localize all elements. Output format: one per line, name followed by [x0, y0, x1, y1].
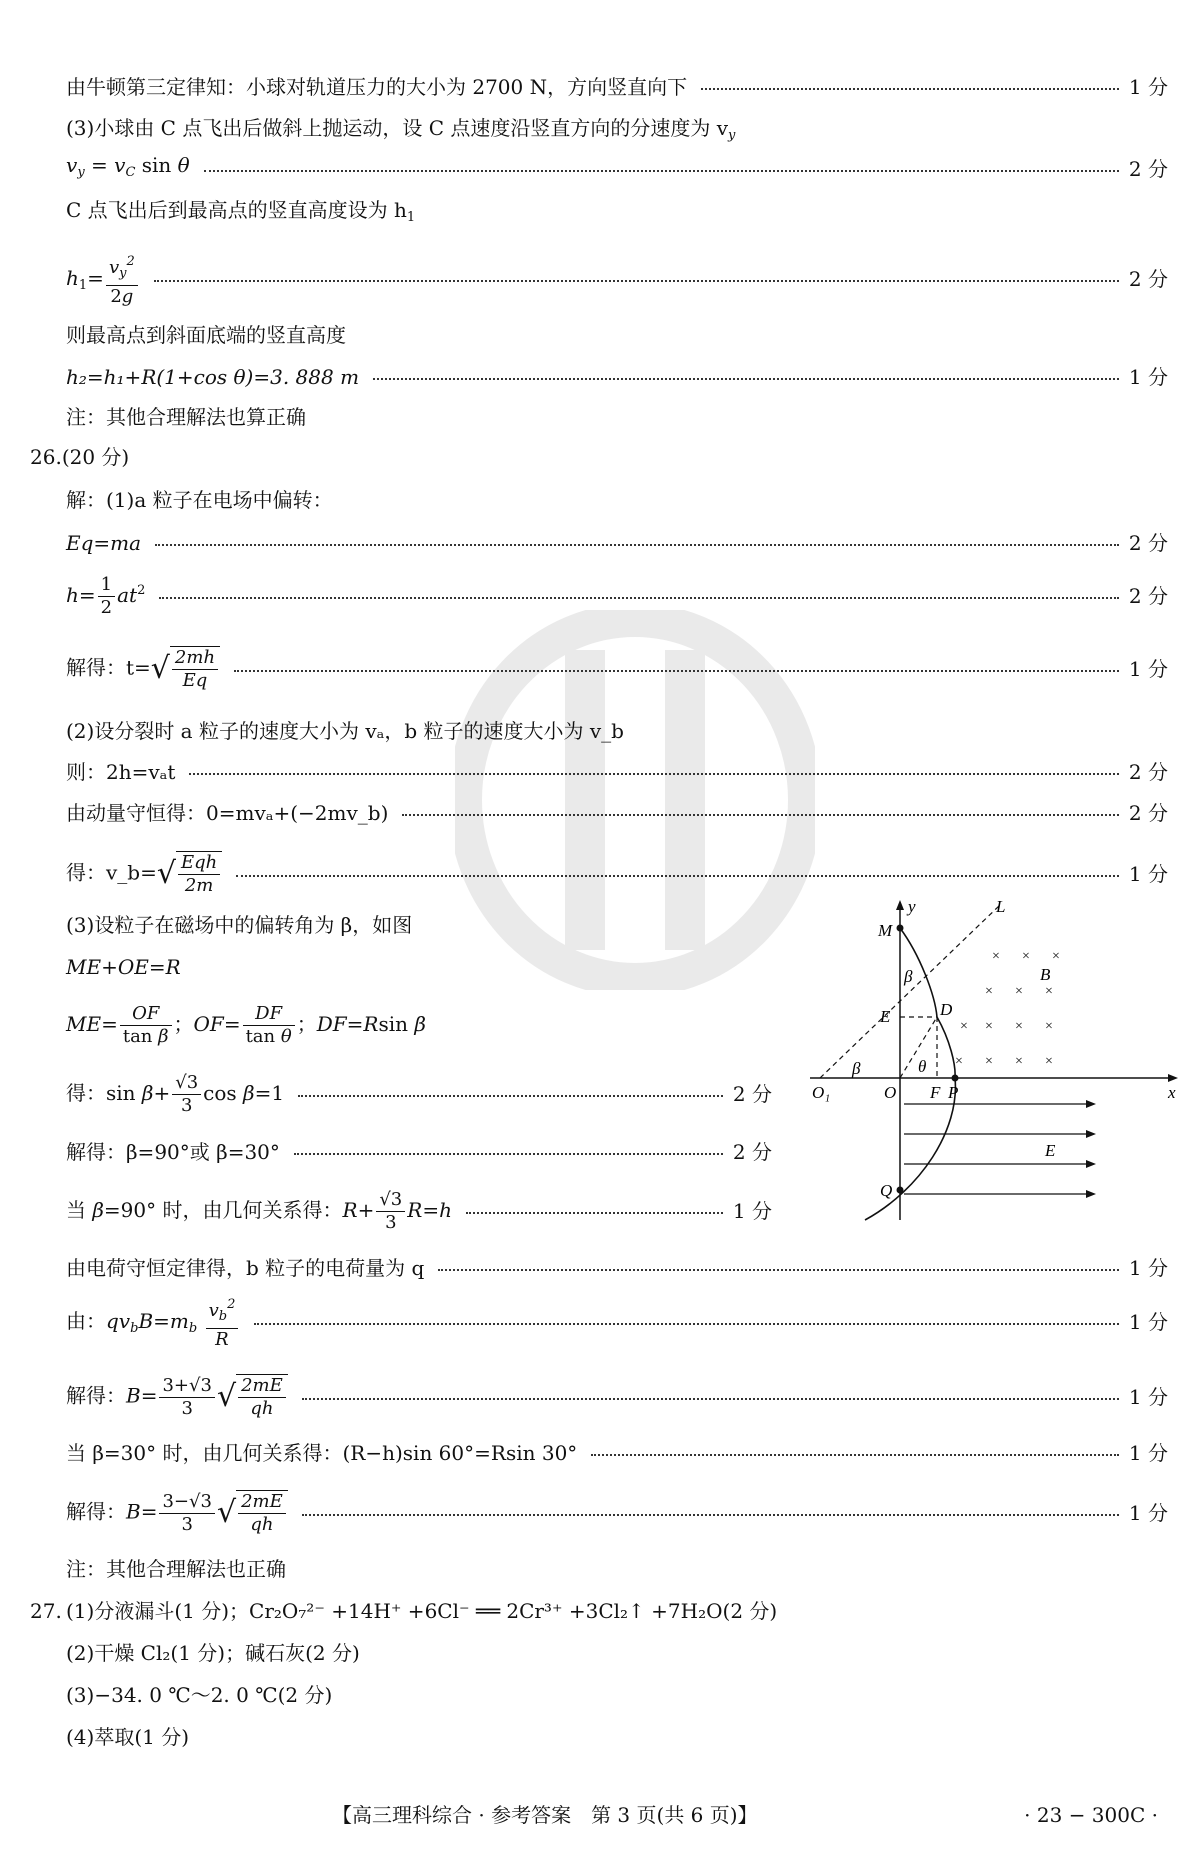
figure-label: β	[852, 1059, 861, 1078]
formula-row: 解得：t=√ $\frac{2mh}{Eq}$ 1 分	[66, 647, 1168, 691]
svg-text:×: ×	[985, 984, 993, 999]
formula-row: h₂=h₁+R(1+cos θ)=3. 888 m 1 分	[66, 365, 1168, 389]
answer-line: (3)−34. 0 ℃～2. 0 ℃(2 分)	[66, 1683, 333, 1707]
answer-line: 解：(1)a 粒子在电场中偏转：	[66, 488, 333, 512]
figure-label: O₁	[812, 1083, 831, 1102]
figure-label: θ	[918, 1057, 927, 1076]
answer-line: (4)萃取(1 分)	[66, 1725, 190, 1749]
figure-label: M	[878, 921, 893, 940]
formula-row: 由：$qv_bB=m_b$ $\frac{v_b^2}{R}$ 1 分	[66, 1305, 1168, 1339]
answer-line: (3)设粒子在磁场中的偏转角为 β，如图	[66, 913, 413, 937]
answer-line: (3)小球由 C 点飞出后做斜上抛运动，设 C 点速度沿竖直方向的分速度为 $v_y$	[66, 116, 736, 143]
formula-row: 解得：B= $\frac{3+√3}{3}$ √ $\frac{2mE}{qh}$ 1 分	[66, 1374, 1168, 1419]
svg-text:×: ×	[960, 1019, 968, 1034]
formula-row: 得：sin β+ $\frac{√3}{3}$ cos β=1 2 分	[66, 1071, 772, 1116]
formula-row: $h_1=$ $\frac{v_y^2}{2g}$ 2 分	[66, 262, 1168, 296]
page-footer	[0, 1798, 1200, 1832]
formula-row: 则：2h=vₐt 2 分	[66, 760, 1168, 784]
svg-text:×: ×	[985, 1019, 993, 1034]
question-number: 27.	[30, 1599, 62, 1623]
svg-text:×: ×	[1022, 949, 1030, 964]
figure-label: E	[1045, 1141, 1056, 1160]
answer-line: (1)分液漏斗(1 分)；Cr₂O₇²⁻ +14H⁺ +6Cl⁻ ══ 2Cr³⁺ +3Cl₂↑ +7H₂O(2 分)	[66, 1599, 778, 1623]
svg-text:×: ×	[955, 1054, 963, 1069]
answer-line: (2)设分裂时 a 粒子的速度大小为 vₐ，b 粒子的速度大小为 v_b	[66, 719, 624, 743]
figure-label: B	[1040, 965, 1051, 984]
formula-row: 当 β=90° 时，由几何关系得：R+ $\frac{√3}{3}$ R=h 1 分	[66, 1188, 772, 1233]
svg-text:×: ×	[1045, 1019, 1053, 1034]
formula: ME= $\frac{OF}{\text{tan β}}$ ；OF= $\frac{DF}{\text{tan θ}}$ ；DF=Rsin β	[66, 1003, 426, 1047]
svg-text:×: ×	[1045, 1054, 1053, 1069]
footer-code: · 23 − 300C ·	[1024, 1803, 1158, 1827]
figure-label: F	[930, 1083, 941, 1102]
formula: ME+OE=R	[66, 955, 181, 979]
figure-label: y	[908, 900, 916, 916]
svg-text:×: ×	[1015, 984, 1023, 999]
physics-diagram	[800, 900, 1180, 1230]
note: 注：其他合理解法也正确	[66, 1557, 286, 1581]
answer-line: C 点飞出后到最高点的竖直高度设为 $h_1$	[66, 198, 416, 225]
figure-label: Q	[880, 1181, 893, 1200]
svg-text:×: ×	[1015, 1019, 1023, 1034]
formula-row: 解得：β=90°或 β=30° 2 分	[66, 1140, 772, 1164]
formula-row: $v_y = v_C$ sin θ 2 分	[66, 153, 1168, 181]
svg-text:×: ×	[1015, 1054, 1023, 1069]
answer-line: 由牛顿第三定律知：小球对轨道压力的大小为 2700 N，方向竖直向下 1 分	[66, 75, 1168, 99]
svg-text:×: ×	[992, 949, 1000, 964]
formula-row: Eq=ma 2 分	[66, 531, 1168, 555]
figure-label: L	[996, 900, 1006, 916]
formula-row: 由电荷守恒定律得，b 粒子的电荷量为 q 1 分	[66, 1256, 1168, 1280]
footer-title: 【高三理科综合 · 参考答案 第 3 页(共 6 页)】	[332, 1803, 758, 1827]
note: 注：其他合理解法也算正确	[66, 405, 306, 429]
figure-label: β	[904, 967, 913, 986]
figure-label: O	[884, 1083, 897, 1102]
formula-row: 得：v_b=√ $\frac{\text{Eqh}}{2m}$ 1 分	[66, 852, 1168, 896]
question-number: 26.(20 分)	[30, 445, 130, 469]
figure-label: x	[1168, 1083, 1176, 1102]
formula-row: h= $\frac{1}{2}$ $at^2$ 2 分	[66, 573, 1168, 618]
answer-line: 则最高点到斜面底端的竖直高度	[66, 323, 346, 347]
figure-label: P	[948, 1083, 959, 1102]
svg-text:×: ×	[1052, 949, 1060, 964]
formula-row: 由动量守恒得：0=mvₐ+(−2mv_b) 2 分	[66, 801, 1168, 825]
svg-text:×: ×	[985, 1054, 993, 1069]
formula-row: 解得：B= $\frac{3-√3}{3}$ √ $\frac{2mE}{qh}$ 1 分	[66, 1490, 1168, 1535]
formula-row: 当 β=30° 时，由几何关系得：(R−h)sin 60°=Rsin 30° 1 分	[66, 1441, 1168, 1465]
answer-line: (2)干燥 Cl₂(1 分)；碱石灰(2 分)	[66, 1641, 360, 1665]
svg-text:×: ×	[1045, 984, 1053, 999]
figure-label: E	[880, 1007, 891, 1026]
figure-label: D	[940, 1000, 953, 1019]
